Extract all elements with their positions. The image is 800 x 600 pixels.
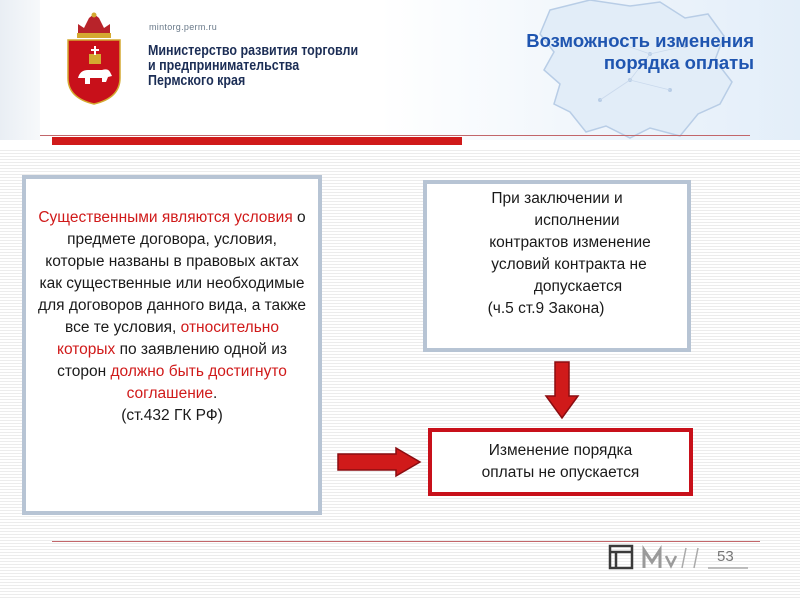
- essential-conditions-box: [22, 175, 322, 515]
- conditions-segment: должно быть достигнуто соглашение: [110, 363, 287, 402]
- slide-title-line: Возможность изменения: [526, 30, 754, 51]
- rule-line: При заключении и: [491, 190, 623, 207]
- slide-header: [0, 0, 800, 140]
- conditions-segment: о предмете договора, условия, которые названы в правовых актах как существенные или необходимые для договоров данного вида, а также все те условия,: [38, 209, 306, 336]
- logo-side-panel: [0, 0, 40, 140]
- contract-rule-box: [423, 180, 691, 352]
- right-arrow-icon: [336, 446, 422, 478]
- conditions-segment: по заявлению одной из сторон: [57, 341, 287, 380]
- conditions-segment: относительно которых: [57, 319, 279, 358]
- slide-title: [526, 30, 754, 74]
- ministry-name: [148, 43, 359, 89]
- coat-of-arms-icon: [64, 12, 124, 106]
- slide-title-line: порядка оплаты: [603, 52, 754, 73]
- header-red-bar: [52, 137, 462, 145]
- civil-code-reference: (ст.432 ГК РФ): [121, 407, 223, 424]
- ministry-line: Министерство развития торговли: [148, 43, 359, 59]
- conclusion-box: [428, 428, 693, 496]
- site-url: mintorg.perm.ru: [149, 22, 218, 32]
- conditions-segment: Существенными являются условия: [38, 209, 293, 226]
- rule-line: исполнении: [534, 212, 620, 229]
- conclusion-line: Изменение порядка: [488, 442, 633, 459]
- law-reference: (ч.5 ст.9 Закона): [487, 300, 605, 317]
- down-arrow-icon: [544, 360, 580, 420]
- ministry-line: и предпринимательства: [148, 58, 300, 74]
- conditions-segment: .: [213, 385, 218, 402]
- rule-line: условий контракта не: [491, 256, 647, 273]
- conditions-text: [38, 209, 306, 402]
- rule-line: допускается: [533, 278, 623, 295]
- conclusion-line: оплаты не опускается: [481, 464, 640, 481]
- rule-line: контрактов изменение: [489, 234, 651, 251]
- header-divider: [40, 135, 750, 136]
- ministry-line: Пермского края: [148, 73, 246, 89]
- slide-number: 53: [717, 548, 734, 565]
